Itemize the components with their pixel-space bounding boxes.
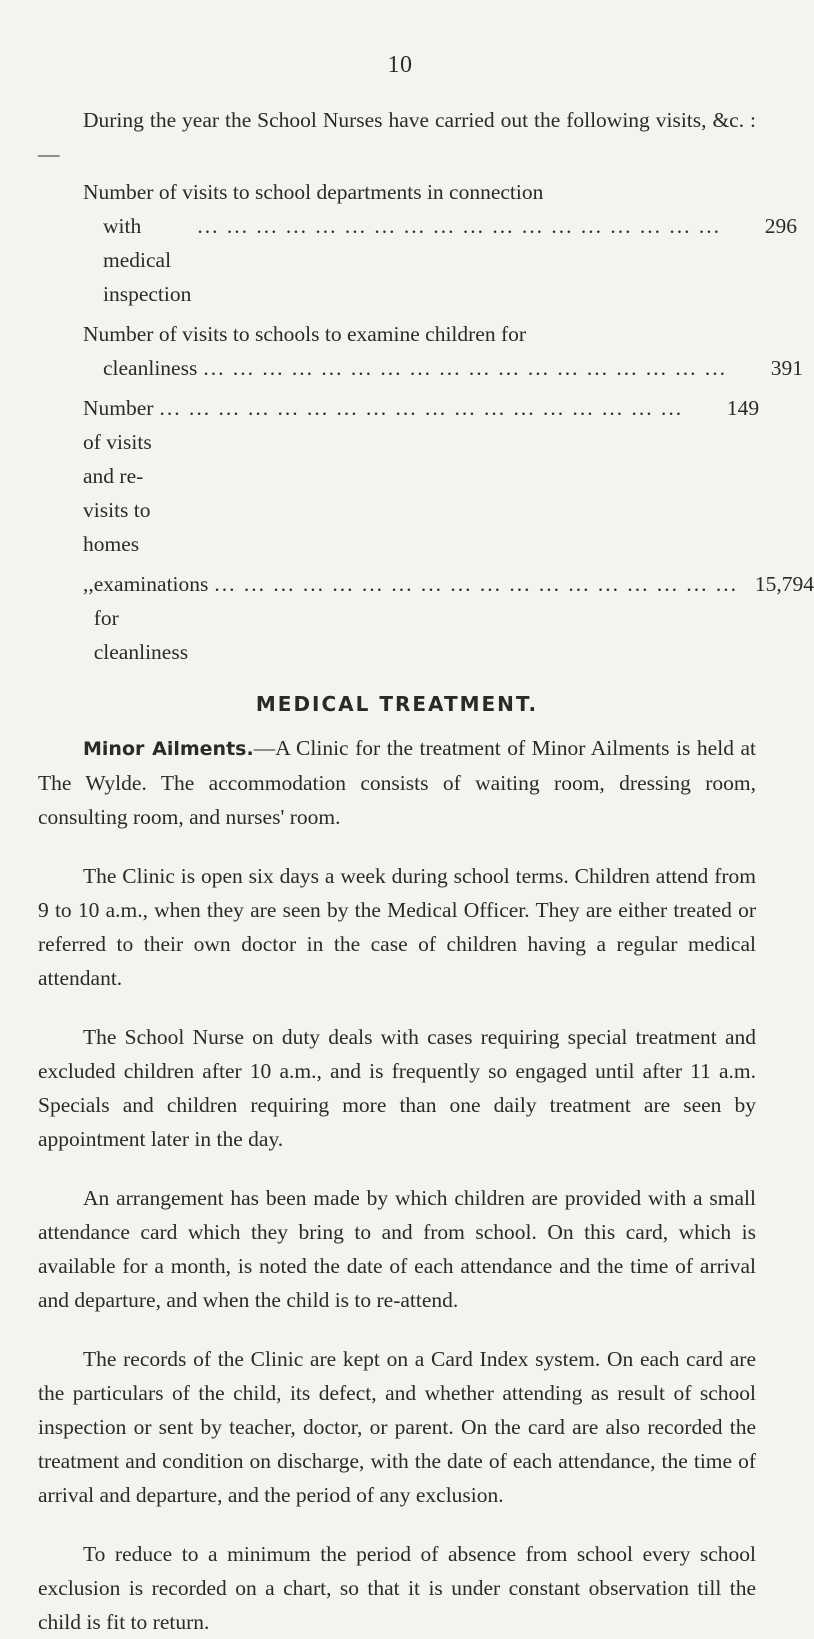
- visit-count: 149: [726, 396, 760, 420]
- visit-item-cleanliness-schools: [38, 317, 803, 385]
- visit-count: 15,794: [754, 572, 814, 596]
- paragraph-attendance-card: An arrangement has been made by which children are provided with a small attendance card which they bring to and from school. On this card, which is available for a month, is noted the date of each attendance and the time of arrival and departure, and when the child is to re-attend.: [38, 1186, 756, 1312]
- minor-ailments-text: —A Clinic for the treatment of Minor Ailments is held at The Wylde. The accommodation consists of waiting room, dressing room, consulting room, and nurses' room.: [38, 736, 756, 829]
- visit-label: Number of visits and re-visits to homes: [83, 396, 154, 556]
- paragraph-card-index: The records of the Clinic are kept on a Card Index system. On each card are the particulars of the child, its defect, and whether attending as result of school inspection or sent by teacher, doctor, or parent. On the card are also recorded the treatment and condition on discharge, with the date of each attendance, the time of arrival and departure, and the period of any exclusion.: [38, 1347, 756, 1507]
- visit-item-homes: [38, 391, 760, 561]
- visits-intro: During the year the School Nurses have carried out the following visits, &c. :—: [38, 108, 756, 166]
- section-heading: MEDICAL TREATMENT.: [255, 692, 539, 716]
- paragraph-school-nurse: The School Nurse on duty deals with cases requiring special treatment and excluded children after 10 a.m., and is frequently so engaged until after 11 a.m. Specials and children requiring more than one daily treatment are seen by appointment later in the day.: [38, 1025, 756, 1151]
- visit-label-line-1: Number of visits to school departments in connection: [83, 180, 544, 204]
- page-content: [38, 103, 814, 1639]
- visit-count: 296: [764, 214, 797, 238]
- visits-list: [38, 175, 814, 669]
- page-number: 10: [387, 52, 413, 78]
- dot-leader: ... ... ... ... ... ... ... ... ... ... ... ... ... ... ... ... ... ...: [197, 214, 721, 238]
- visit-label-line-1: Number of visits to schools to examine children for: [83, 322, 527, 346]
- visit-label-line-2: with medical inspection: [103, 214, 192, 306]
- visit-label: examinations for cleanliness: [93, 572, 209, 664]
- minor-ailments-paragraph: [38, 731, 756, 834]
- visit-item-examinations: [38, 567, 814, 669]
- visit-item-school-departments: [38, 175, 797, 311]
- dot-leader: ... ... ... ... ... ... ... ... ... ... ... ... ... ... ... ... ... ...: [214, 572, 739, 596]
- minor-ailments-heading: Minor Ailments.: [83, 738, 254, 760]
- visit-count: 391: [770, 356, 803, 380]
- ditto-mark: ,,: [83, 572, 94, 596]
- paragraph-clinic-hours: The Clinic is open six days a week during school terms. Children attend from 9 to 10 a.m., when they are seen by the Medical Officer. They are either treated or referred to their own doctor in the case of children having a regular medical attendant.: [38, 864, 756, 990]
- dot-leader: ... ... ... ... ... ... ... ... ... ... ... ... ... ... ... ... ... ...: [159, 396, 684, 420]
- visit-label-line-2: cleanliness: [103, 356, 198, 380]
- dot-leader: ... ... ... ... ... ... ... ... ... ... ... ... ... ... ... ... ... ...: [203, 356, 727, 380]
- paragraph-exclusion-chart: To reduce to a minimum the period of absence from school every school exclusion is recorded on a chart, so that it is under constant observation till the child is fit to return.: [38, 1542, 756, 1634]
